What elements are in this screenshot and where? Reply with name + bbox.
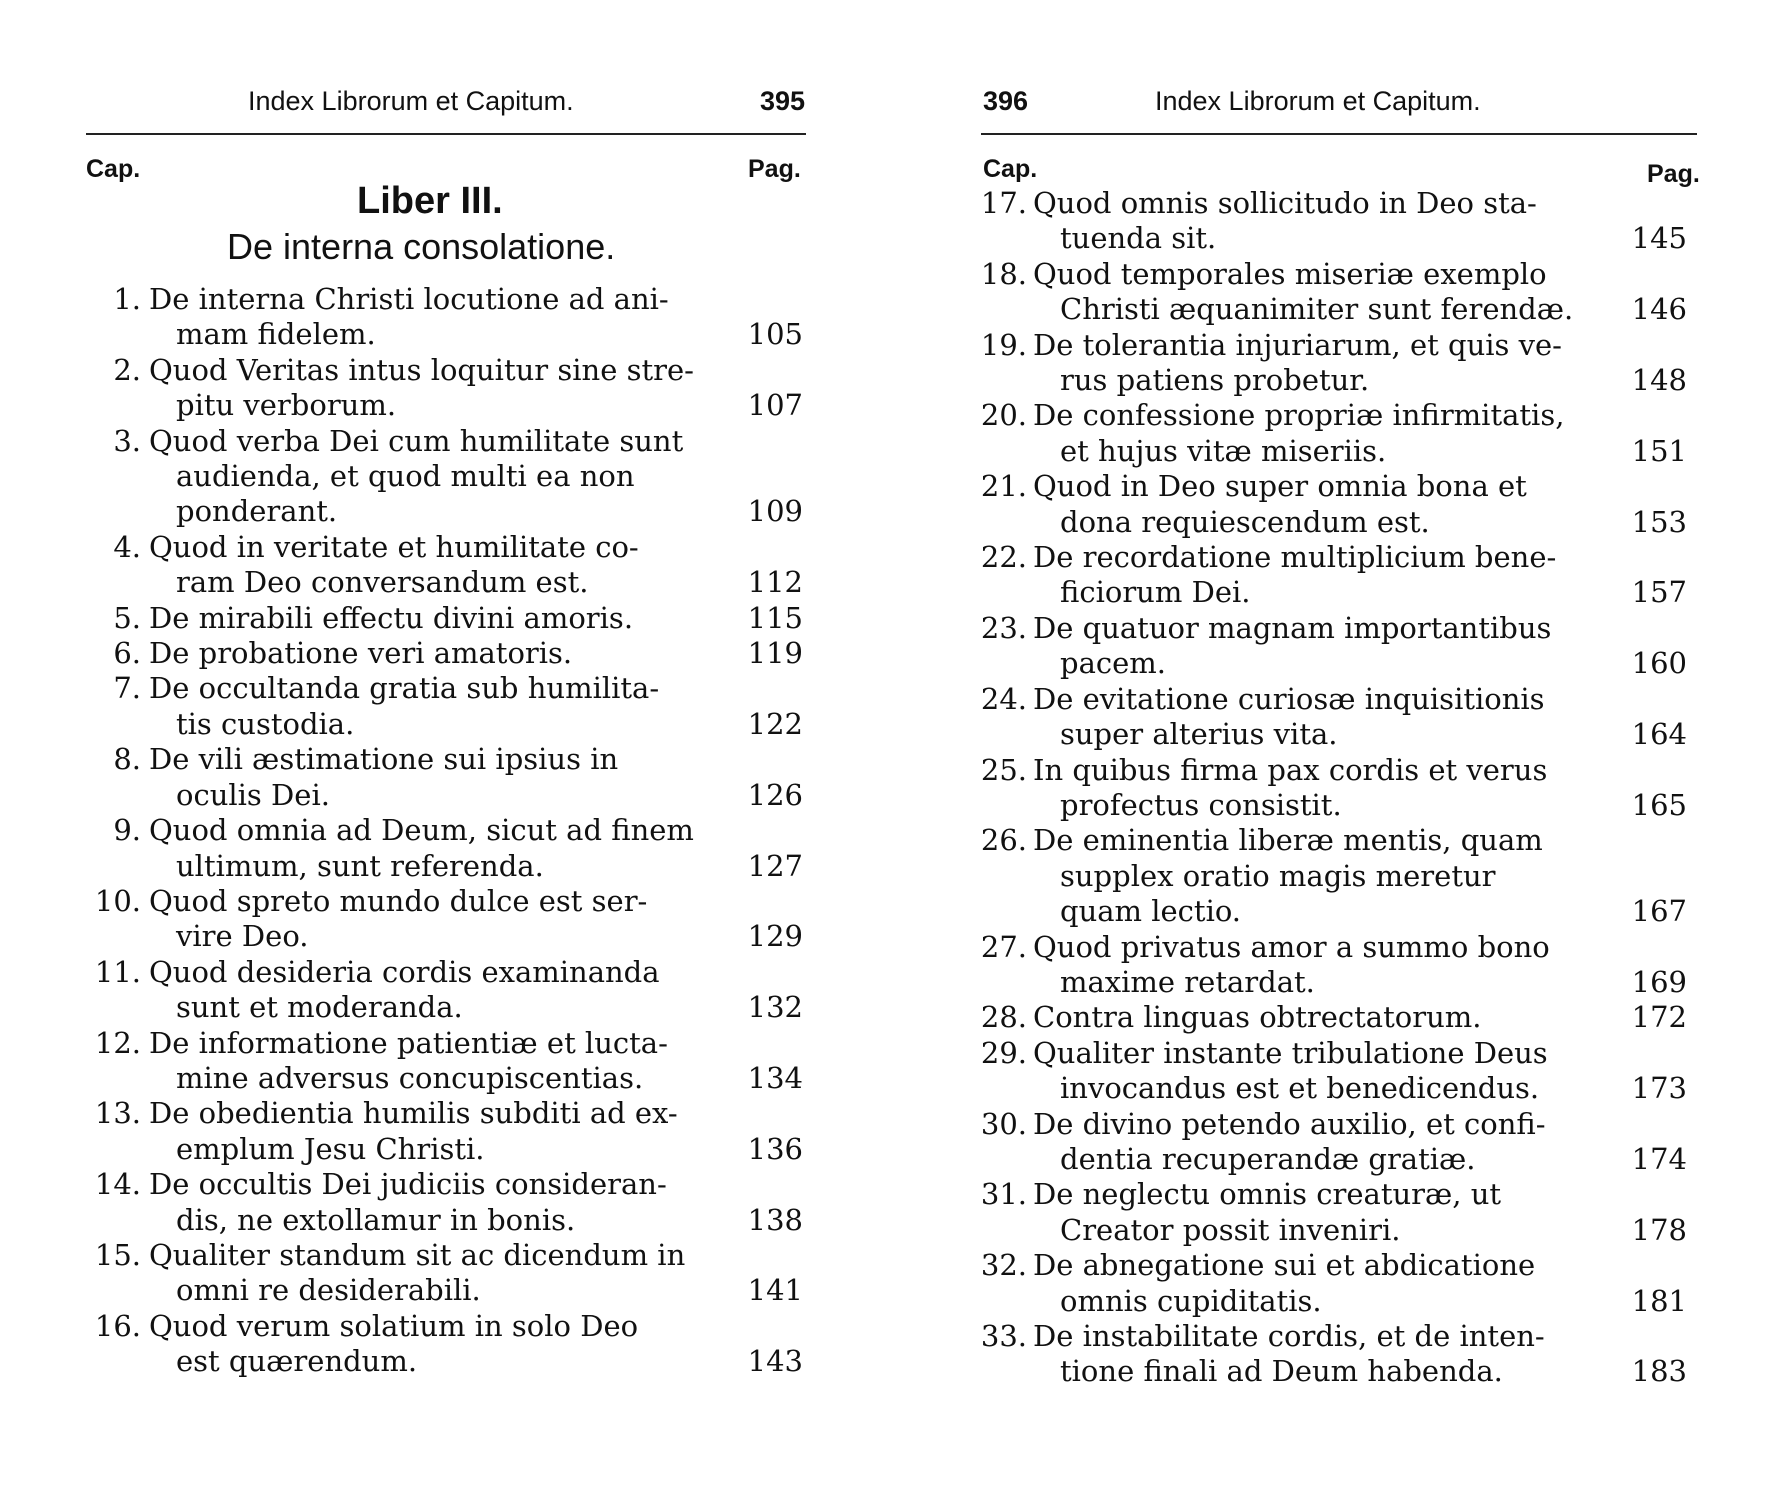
running-head	[887, 86, 1774, 120]
page-reference: 122	[747, 706, 803, 741]
chapter-title	[1033, 328, 1611, 399]
chapter-title-line: et hujus vitæ miseriis.	[1060, 433, 1387, 468]
chapter-title	[149, 1026, 725, 1097]
toc-entry	[887, 540, 1687, 611]
header-rule	[86, 133, 806, 135]
chapter-number: 27.	[980, 929, 1027, 964]
chapter-title	[1033, 930, 1611, 1001]
page-reference: 169	[1631, 964, 1687, 999]
chapter-title-line: Contra linguas obtrectatorum.	[1033, 1000, 1482, 1035]
pag-column-label: Pag.	[748, 155, 801, 183]
chapter-number: 12.	[94, 1025, 141, 1060]
chapter-title-line: dona requiescendum est.	[1060, 504, 1430, 539]
chapter-number: 9.	[113, 813, 141, 848]
chapter-number: 26.	[980, 823, 1027, 858]
chapter-title-line: dentia recuperandæ gratiæ.	[1060, 1141, 1476, 1176]
chapter-title	[149, 530, 725, 601]
chapter-title	[1033, 469, 1611, 540]
page-reference: 174	[1631, 1141, 1687, 1176]
chapter-title-line: pacem.	[1060, 646, 1166, 681]
chapter-title	[149, 353, 725, 424]
page-reference: 143	[747, 1344, 803, 1379]
toc-entry	[85, 1238, 805, 1309]
toc-entry	[887, 823, 1687, 929]
page-reference: 153	[1631, 504, 1687, 539]
chapter-title-line: De occultanda gratia sub humilita-	[149, 671, 660, 706]
chapter-title-line: mam fidelem.	[176, 317, 376, 352]
chapter-title	[1033, 1036, 1611, 1107]
page-reference: 164	[1631, 717, 1687, 752]
chapter-title-line: In quibus firma pax cordis et verus	[1033, 752, 1548, 787]
chapter-title	[1033, 186, 1611, 257]
chapter-title-line: De informatione patientiæ et lucta-	[149, 1025, 668, 1060]
chapter-title	[149, 884, 725, 955]
chapter-title-line: Christi æquanimiter sunt ferendæ.	[1060, 292, 1574, 327]
toc-entry	[85, 671, 805, 742]
page-reference: 115	[747, 600, 803, 635]
chapter-title	[1033, 823, 1611, 929]
chapter-number: 30.	[980, 1106, 1027, 1141]
toc-entry	[85, 955, 805, 1026]
toc-entry	[85, 601, 805, 636]
cap-column-label: Cap.	[86, 155, 141, 183]
page-reference: 151	[1631, 433, 1687, 468]
toc-entry	[85, 424, 805, 530]
header-rule	[981, 133, 1697, 135]
chapter-title	[149, 955, 725, 1026]
page-reference: 134	[747, 1060, 803, 1095]
chapter-title	[149, 424, 725, 530]
chapter-title-line: De recordatione multiplicium bene-	[1033, 540, 1557, 575]
chapter-number: 15.	[94, 1237, 141, 1272]
page-reference: 119	[747, 636, 803, 671]
chapter-title	[1033, 682, 1611, 753]
chapter-title	[1033, 1107, 1611, 1178]
chapter-title-line: Quod temporales miseriæ exemplo	[1033, 256, 1547, 291]
toc-entry	[887, 469, 1687, 540]
chapter-title	[149, 813, 725, 884]
toc-entry	[887, 1107, 1687, 1178]
chapter-title-line: De eminentia liberæ mentis, quam	[1033, 823, 1543, 858]
chapter-title-line: Quod omnia ad Deum, sicut ad finem	[149, 813, 694, 848]
page-reference: 136	[747, 1131, 803, 1166]
chapter-number: 10.	[94, 883, 141, 918]
toc-entry	[887, 682, 1687, 753]
chapter-number: 6.	[113, 636, 141, 671]
chapter-title-line: rus patiens probetur.	[1060, 363, 1370, 398]
chapter-title-line: Creator possit inveniri.	[1060, 1212, 1401, 1247]
chapter-number: 31.	[980, 1177, 1027, 1212]
chapter-number: 22.	[980, 540, 1027, 575]
chapter-title	[1033, 1248, 1611, 1319]
book-subtitle: De interna consolatione.	[227, 226, 616, 267]
toc-entry	[887, 611, 1687, 682]
chapter-title-line: De instabilitate cordis, et de inten-	[1033, 1319, 1545, 1353]
chapter-number: 24.	[980, 681, 1027, 716]
toc-entry	[887, 186, 1687, 257]
chapter-title-line: De mirabili effectu divini amoris.	[149, 600, 634, 635]
chapter-title-line: De occultis Dei judiciis consideran-	[149, 1167, 667, 1202]
chapter-title-line: Quod omnis sollicitudo in Deo sta-	[1033, 186, 1537, 220]
chapter-title-line: De interna Christi locutione ad ani-	[149, 282, 669, 316]
toc-entry	[85, 530, 805, 601]
chapter-list	[887, 186, 1687, 1390]
page-reference: 157	[1631, 575, 1687, 610]
chapter-title-line: Quod in Deo super omnia bona et	[1033, 469, 1527, 504]
running-title: Index Librorum et Capitum.	[1155, 86, 1481, 116]
page-reference: 172	[1631, 1000, 1687, 1035]
toc-entry	[85, 1167, 805, 1238]
page-reference: 167	[1631, 894, 1687, 929]
toc-entry	[85, 884, 805, 955]
chapter-title-line: supplex oratio magis meretur	[1060, 858, 1496, 893]
chapter-title-line: sunt et moderanda.	[176, 990, 463, 1025]
chapter-title-line: omni re desiderabili.	[176, 1273, 481, 1308]
page-reference: 141	[747, 1273, 803, 1308]
page-reference: 107	[747, 388, 803, 423]
chapter-number: 28.	[980, 1000, 1027, 1035]
toc-entry	[85, 282, 805, 353]
pag-column-label: Pag.	[1647, 160, 1700, 188]
page-reference: 181	[1631, 1283, 1687, 1318]
chapter-title-line: tis custodia.	[176, 706, 355, 741]
page-reference: 126	[747, 777, 803, 812]
chapter-title-line: tuenda sit.	[1060, 221, 1217, 256]
chapter-title	[149, 1309, 725, 1380]
chapter-title-line: maxime retardat.	[1060, 964, 1315, 999]
chapter-title	[149, 671, 725, 742]
chapter-title-line: mine adversus concupiscentias.	[176, 1060, 644, 1095]
page-reference: 109	[747, 494, 803, 529]
chapter-title-line: dis, ne extollamur in bonis.	[176, 1202, 576, 1237]
toc-entry	[887, 1036, 1687, 1107]
toc-entry	[887, 398, 1687, 469]
chapter-title-line: Quod Veritas intus loquitur sine stre-	[149, 352, 694, 387]
chapter-title-line: De neglectu omnis creaturæ, ut	[1033, 1177, 1502, 1212]
chapter-title	[1033, 1000, 1611, 1035]
toc-entry	[85, 1026, 805, 1097]
chapter-title-line: audienda, et quod multi ea non	[176, 459, 635, 494]
chapter-title-line: De tolerantia injuriarum, et quis ve-	[1033, 327, 1562, 362]
chapter-number: 29.	[980, 1035, 1027, 1070]
page-reference: 173	[1631, 1071, 1687, 1106]
chapter-title-line: Quod verum solatium in solo Deo	[149, 1308, 639, 1343]
chapter-number: 20.	[980, 398, 1027, 433]
chapter-title	[1033, 398, 1611, 469]
chapter-number: 19.	[980, 327, 1027, 362]
page-reference: 183	[1631, 1354, 1687, 1389]
chapter-title	[1033, 753, 1611, 824]
chapter-title-line: Quod desideria cordis examinanda	[149, 954, 660, 989]
toc-entry	[85, 636, 805, 671]
chapter-number: 8.	[113, 742, 141, 777]
chapter-title-line: invocandus est et benedicendus.	[1060, 1071, 1540, 1106]
chapter-title-line: Quod in veritate et humilitate co-	[149, 529, 639, 564]
chapter-list	[85, 282, 805, 1380]
chapter-title	[149, 742, 725, 813]
chapter-title-line: ponderant.	[176, 494, 338, 529]
page-reference: 165	[1631, 787, 1687, 822]
chapter-title-line: emplum Jesu Christi.	[176, 1131, 485, 1166]
chapter-title-line: ficiorum Dei.	[1060, 575, 1251, 610]
page-reference: 148	[1631, 363, 1687, 398]
chapter-title-line: pitu verborum.	[176, 388, 397, 423]
page-reference: 146	[1631, 292, 1687, 327]
chapter-title-line: profectus consistit.	[1060, 787, 1342, 822]
chapter-title-line: De evitatione curiosæ inquisitionis	[1033, 681, 1545, 716]
chapter-title-line: Quod spreto mundo dulce est ser-	[149, 883, 648, 918]
chapter-number: 25.	[980, 752, 1027, 787]
chapter-number: 4.	[113, 529, 141, 564]
chapter-number: 23.	[980, 610, 1027, 645]
chapter-title	[1033, 1319, 1611, 1390]
chapter-title-line: oculis Dei.	[176, 777, 330, 812]
chapter-number: 3.	[113, 423, 141, 458]
toc-entry	[887, 930, 1687, 1001]
chapter-title	[149, 636, 725, 671]
chapter-number: 5.	[113, 600, 141, 635]
chapter-title	[149, 601, 725, 636]
page-reference: 127	[747, 848, 803, 883]
toc-entry	[85, 1096, 805, 1167]
toc-entry	[887, 1248, 1687, 1319]
toc-entry	[85, 1309, 805, 1380]
page-reference: 145	[1631, 221, 1687, 256]
chapter-number: 33.	[980, 1319, 1027, 1353]
toc-entry	[85, 742, 805, 813]
page-number: 396	[983, 86, 1029, 116]
chapter-number: 18.	[980, 256, 1027, 291]
chapter-title-line: De probatione veri amatoris.	[149, 636, 573, 671]
chapter-number: 1.	[113, 282, 141, 316]
page-reference: 178	[1631, 1212, 1687, 1247]
chapter-title	[1033, 257, 1611, 328]
chapter-title-line: omnis cupiditatis.	[1060, 1283, 1322, 1318]
chapter-title-line: ram Deo conversandum est.	[176, 565, 589, 600]
chapter-title-line: De abnegatione sui et abdicatione	[1033, 1248, 1536, 1283]
page-reference: 105	[747, 317, 803, 352]
chapter-title-line: De quatuor magnam importantibus	[1033, 610, 1552, 645]
chapter-title	[1033, 540, 1611, 611]
chapter-number: 2.	[113, 352, 141, 387]
chapter-number: 16.	[94, 1308, 141, 1343]
chapter-title	[1033, 1177, 1611, 1248]
chapter-title-line: De vili æstimatione sui ipsius in	[149, 742, 619, 777]
toc-entry	[887, 257, 1687, 328]
running-title: Index Librorum et Capitum.	[248, 86, 574, 116]
book-title: Liber III.	[357, 180, 503, 222]
chapter-title-line: tione finali ad Deum habenda.	[1060, 1354, 1503, 1389]
chapter-title-line: est quærendum.	[176, 1344, 418, 1379]
chapter-number: 14.	[94, 1167, 141, 1202]
toc-entry	[887, 1319, 1687, 1390]
chapter-number: 21.	[980, 469, 1027, 504]
chapter-title-line: quam lectio.	[1060, 894, 1242, 929]
cap-column-label: Cap.	[983, 155, 1038, 183]
chapter-title	[149, 1238, 725, 1309]
chapter-title-line: De obedientia humilis subditi ad ex-	[149, 1096, 678, 1131]
chapter-number: 7.	[113, 671, 141, 706]
toc-entry	[887, 753, 1687, 824]
chapter-title-line: De divino petendo auxilio, et confi-	[1033, 1106, 1546, 1141]
chapter-number: 17.	[980, 186, 1027, 220]
running-head	[0, 86, 887, 120]
page-reference: 132	[747, 990, 803, 1025]
toc-entry	[85, 353, 805, 424]
chapter-title-line: Qualiter instante tribulatione Deus	[1033, 1035, 1548, 1070]
chapter-title-line: vire Deo.	[176, 919, 309, 954]
chapter-number: 11.	[94, 954, 141, 989]
chapter-title-line: super alterius vita.	[1060, 717, 1338, 752]
toc-entry	[85, 813, 805, 884]
chapter-title	[149, 1096, 725, 1167]
chapter-title-line: De confessione propriæ infirmitatis,	[1033, 398, 1565, 433]
chapter-title-line: Quod verba Dei cum humilitate sunt	[149, 423, 684, 458]
toc-entry	[887, 1177, 1687, 1248]
chapter-title-line: Quod privatus amor a summo bono	[1033, 929, 1550, 964]
toc-entry	[887, 1000, 1687, 1035]
chapter-title	[1033, 611, 1611, 682]
chapter-number: 32.	[980, 1248, 1027, 1283]
right-page	[887, 0, 1774, 1500]
page-reference: 129	[747, 919, 803, 954]
chapter-title	[149, 1167, 725, 1238]
toc-entry	[887, 328, 1687, 399]
page-reference: 112	[747, 565, 803, 600]
page-reference: 138	[747, 1202, 803, 1237]
chapter-title-line: Qualiter standum sit ac dicendum in	[149, 1237, 686, 1272]
chapter-number: 13.	[94, 1096, 141, 1131]
page-reference: 160	[1631, 646, 1687, 681]
chapter-title-line: ultimum, sunt referenda.	[176, 848, 544, 883]
chapter-title	[149, 282, 725, 353]
page-number: 395	[760, 86, 806, 116]
